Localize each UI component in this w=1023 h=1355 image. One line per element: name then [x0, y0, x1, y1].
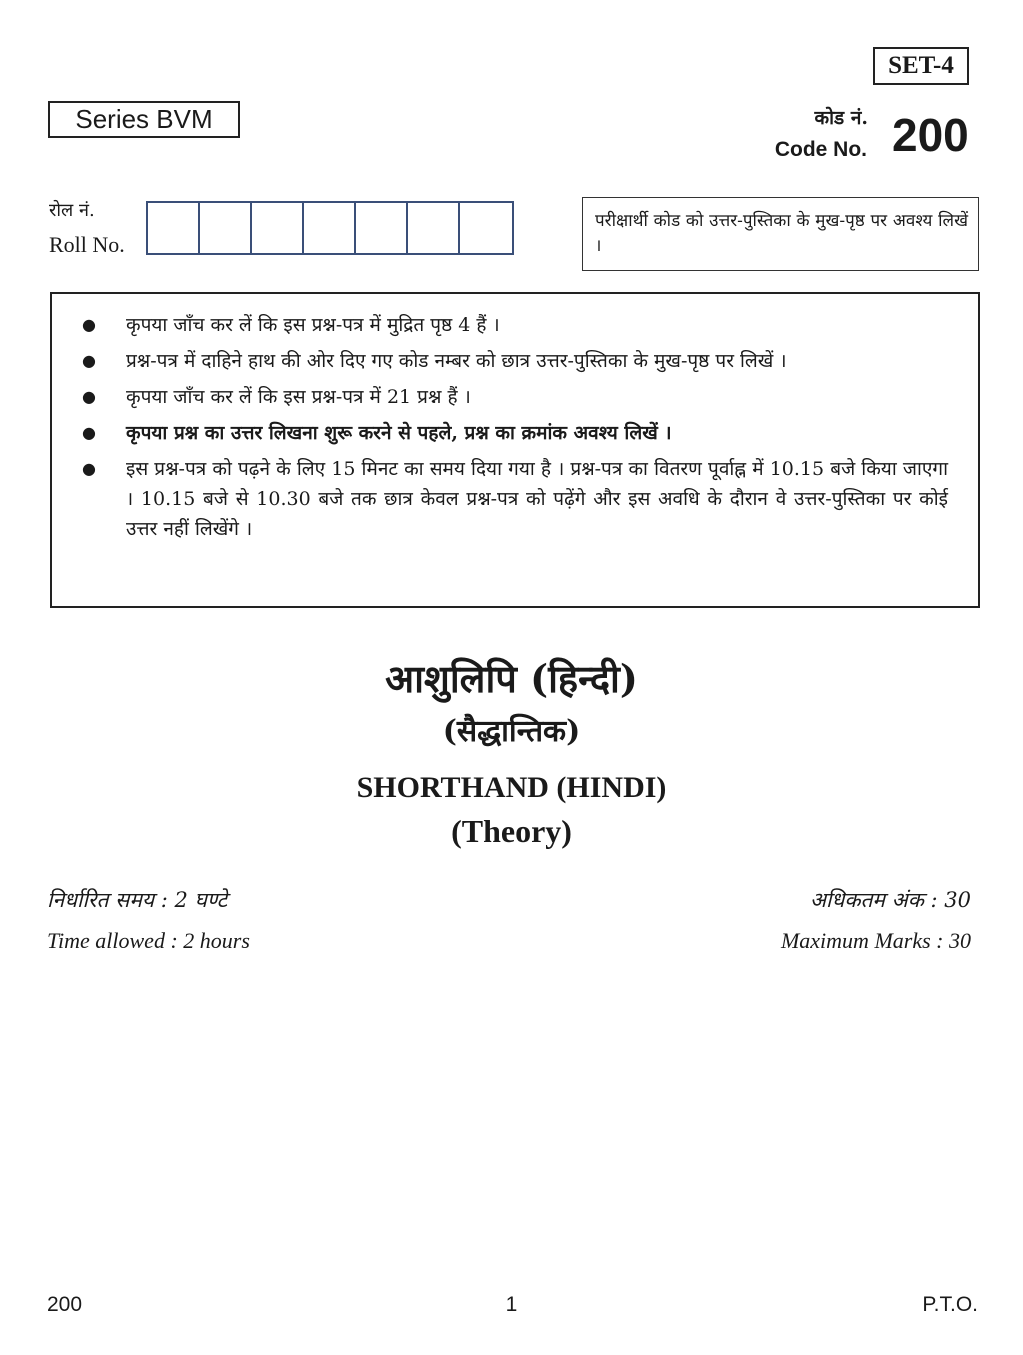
- subject-title-english: SHORTHAND (HINDI): [356, 771, 667, 804]
- instructions-list: [80, 310, 948, 544]
- bullet-icon: ●: [82, 423, 96, 442]
- page-number: 1: [505, 1293, 518, 1316]
- candidate-code-note: परीक्षार्थी कोड को उत्तर-पुस्तिका के मुख-पृष्ठ पर अवश्य लिखें ।: [582, 197, 979, 271]
- code-number: 200: [892, 109, 969, 161]
- subject-subtitle-english: (Theory): [451, 813, 572, 849]
- roll-number-cell[interactable]: [408, 203, 460, 253]
- roll-number-cell[interactable]: [356, 203, 408, 253]
- roll-number-cell[interactable]: [148, 203, 200, 253]
- subject-title-hindi: आशुलिपि (हिन्दी): [385, 656, 638, 701]
- code-label-hindi: कोड नं.: [814, 107, 868, 129]
- instruction-text: कृपया जाँच कर लें कि इस प्रश्न-पत्र में मुद्रित पृष्ठ 4 हैं ।: [126, 314, 500, 336]
- time-allowed-hindi: निर्धारित समय : 2 घण्टे: [47, 888, 228, 912]
- instructions-box: [50, 292, 980, 608]
- roll-number-cell[interactable]: [200, 203, 252, 253]
- bullet-icon: ●: [82, 459, 96, 478]
- pto-label: P.T.O.: [922, 1293, 978, 1316]
- instruction-text: इस प्रश्न-पत्र को पढ़ने के लिए 15 मिनट का समय दिया गया है । प्रश्न-पत्र का वितरण पूर्वाह्न में 10.15 बजे किया जाएगा । 10.15 बजे से 10.30 बजे तक छात्र केवल प्रश्न-पत्र को पढ़ेंगे और इस अवधि के दौरान वे उत्तर-पुस्तिका पर कोई उत्तर नहीं लिखेंगे ।: [126, 458, 948, 540]
- instruction-item: [80, 346, 948, 376]
- series-box: Series BVM: [48, 101, 240, 138]
- instruction-text: कृपया जाँच कर लें कि इस प्रश्न-पत्र में 21 प्रश्न हैं ।: [126, 386, 471, 408]
- bullet-icon: ●: [82, 351, 96, 370]
- instruction-item: [80, 418, 948, 448]
- roll-label-hindi: रोल नं.: [49, 200, 95, 221]
- instruction-text: प्रश्न-पत्र में दाहिने हाथ की ओर दिए गए कोड नम्बर को छात्र उत्तर-पुस्तिका के मुख-पृष्ठ पर लिखें ।: [126, 350, 787, 372]
- roll-number-cell[interactable]: [304, 203, 356, 253]
- code-label-english: Code No.: [774, 138, 867, 161]
- footer-code: 200: [47, 1293, 83, 1316]
- roll-number-grid: [146, 201, 514, 255]
- max-marks-hindi: अधिकतम अंक : 30: [809, 888, 971, 912]
- set-number-box: SET-4: [873, 47, 969, 85]
- bullet-icon: ●: [82, 387, 96, 406]
- instruction-item: [80, 310, 948, 340]
- roll-number-cell[interactable]: [460, 203, 512, 253]
- instruction-text: कृपया प्रश्न का उत्तर लिखना शुरू करने से पहले, प्रश्न का क्रमांक अवश्य लिखें ।: [126, 422, 672, 444]
- roll-number-cell[interactable]: [252, 203, 304, 253]
- roll-label-english: Roll No.: [49, 232, 125, 257]
- bullet-icon: ●: [82, 315, 96, 334]
- instruction-item: [80, 382, 948, 412]
- instruction-item: [80, 454, 948, 544]
- time-allowed-english: Time allowed : 2 hours: [47, 928, 250, 953]
- max-marks-english: Maximum Marks : 30: [780, 928, 971, 953]
- subject-subtitle-hindi: (सैद्धान्तिक): [442, 714, 581, 749]
